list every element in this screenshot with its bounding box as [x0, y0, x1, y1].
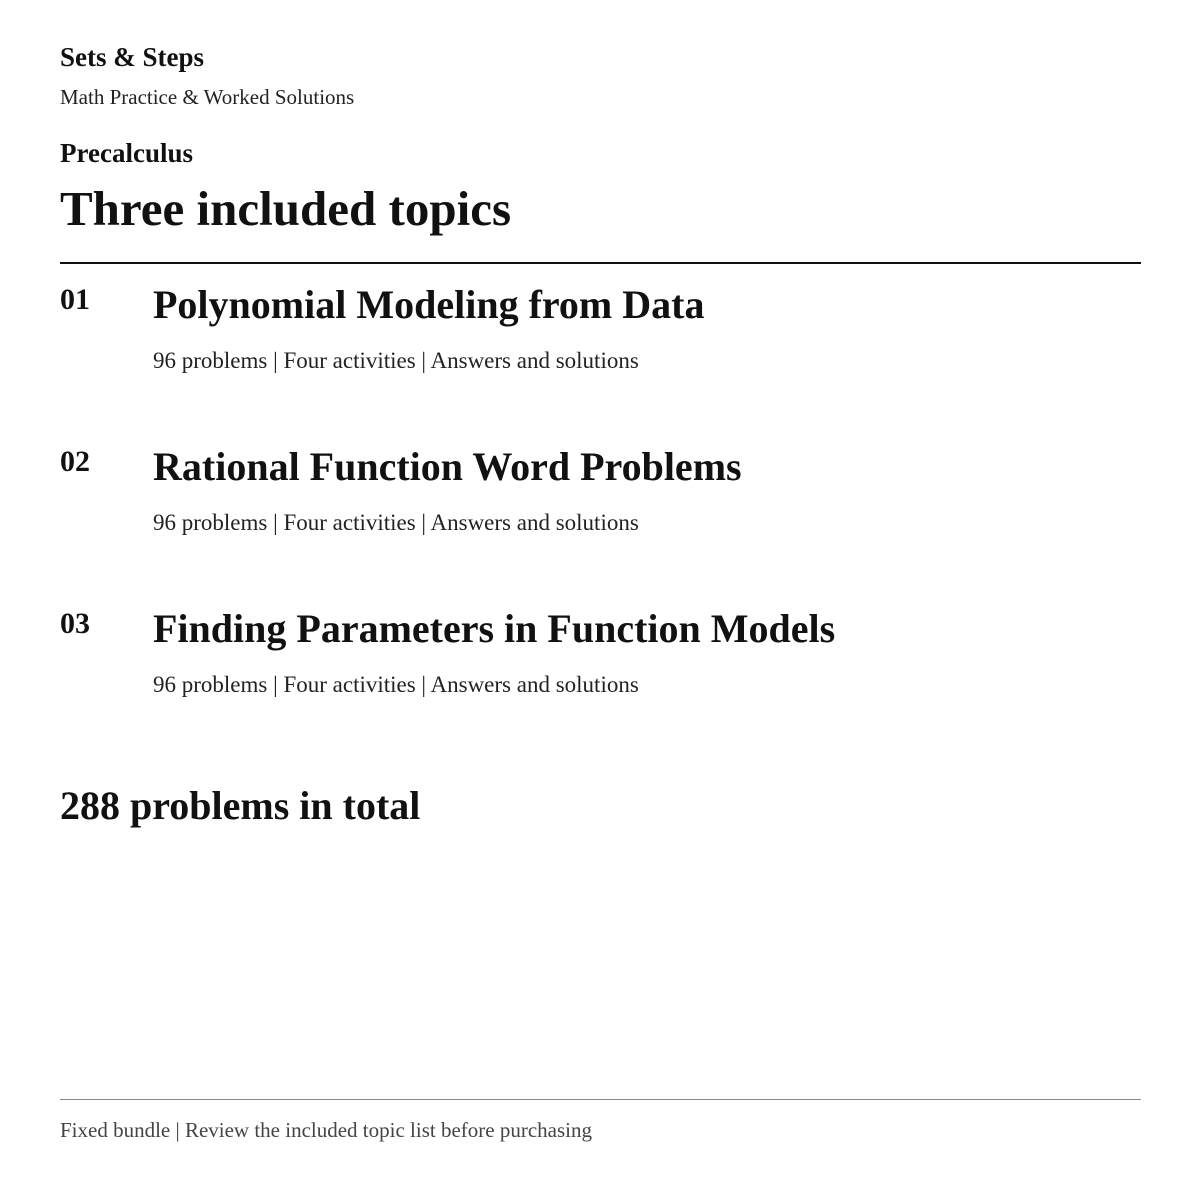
- footer-note: Fixed bundle | Review the included topic list before purchasing: [60, 1118, 592, 1142]
- subject-label: Precalculus: [60, 138, 193, 168]
- topic-meta: 96 problems | Four activities | Answers and solutions: [153, 672, 639, 697]
- topic-number: 03: [60, 607, 90, 640]
- topic-meta: 96 problems | Four activities | Answers and solutions: [153, 348, 639, 373]
- topic-title: Finding Parameters in Function Models: [153, 606, 836, 651]
- topic-item-01: [60, 282, 1141, 412]
- brand-name: Sets & Steps: [60, 42, 205, 72]
- total-problems: 288 problems in total: [60, 783, 421, 828]
- topic-title: Polynomial Modeling from Data: [153, 282, 705, 327]
- topic-meta: 96 problems | Four activities | Answers and solutions: [153, 510, 639, 535]
- topic-title: Rational Function Word Problems: [153, 444, 742, 489]
- topic-item-02: [60, 444, 1141, 574]
- page-title: Three included topics: [60, 181, 512, 236]
- topic-number: 02: [60, 445, 90, 478]
- topic-item-03: [60, 606, 1141, 736]
- top-divider: [60, 262, 1141, 264]
- topic-number: 01: [60, 283, 90, 316]
- bottom-divider: [60, 1099, 1141, 1100]
- brand-tagline: Math Practice & Worked Solutions: [60, 85, 355, 109]
